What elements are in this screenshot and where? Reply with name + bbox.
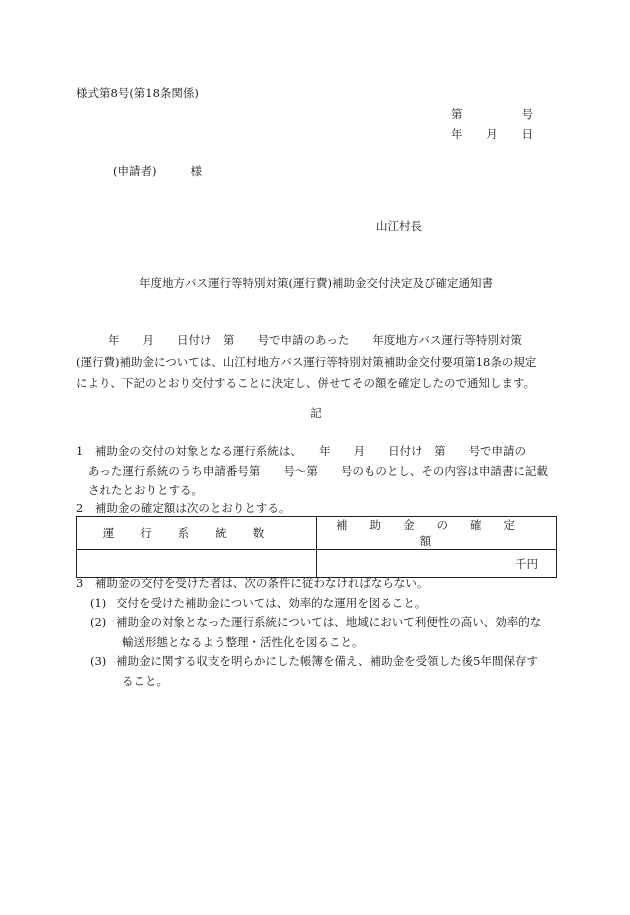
confirmed-amount-header: 補助金の確定額: [317, 517, 557, 550]
confirmed-amount-cell: 千円: [317, 550, 557, 578]
date-year: 年: [451, 127, 463, 141]
applicant-honorific: 様: [190, 164, 202, 178]
number-suffix: 号: [521, 107, 533, 121]
body-paragraph: [76, 330, 556, 395]
body-line-2: (運行費)補助金については、山江村地方バス運行等特別対策補助金交付要項第18条の規定: [76, 354, 537, 369]
condition-text-continued: 輸送形態となるよう整理・活性化を図ること。: [122, 634, 364, 649]
condition-text-continued: ること。: [122, 673, 168, 688]
condition-number: (2): [90, 615, 107, 629]
item-1: [76, 442, 560, 501]
item-1-line-3: されたとおりとする。: [88, 483, 203, 497]
issuer: 山江村長: [376, 219, 422, 233]
condition-number: (1): [90, 595, 107, 610]
form-number: 様式第8号(第18条関係): [76, 86, 199, 100]
table-header-row: [77, 517, 557, 550]
body-line-3: により、下記のとおり交付することに決定し、併せてその額を確定したので通知します。: [76, 376, 536, 390]
document-title: 年度地方バス運行等特別対策(運行費)補助金交付決定及び確定通知書: [139, 276, 493, 290]
item-1-line-1: 1 補助金の交付の対象となる運行系統は、 年 月 日付け 第 号で申請の: [76, 444, 527, 458]
document-number: [451, 107, 533, 121]
route-count-header: 運行系統数: [77, 517, 317, 550]
item-1-line-2: あった運行系統のうち申請番号第 号～第 号のものとし、その内容は申請書に記載: [88, 463, 548, 478]
condition-3: [76, 652, 560, 691]
condition-number: (3): [90, 654, 107, 668]
date-month: 月: [486, 127, 498, 141]
applicant-label: (申請者): [113, 164, 157, 178]
document-date: [451, 127, 533, 141]
ki-heading: 記: [310, 406, 322, 420]
item-3-heading: 3 補助金の交付を受けた者は、次の条件に従わなければならない。: [76, 576, 429, 590]
condition-1: [76, 594, 560, 614]
condition-text: 交付を受けた補助金については、効率的な運用を図ること。: [116, 595, 427, 610]
item-3: [76, 574, 560, 691]
condition-text: 補助金の対象となった運行系統については、地域において利便性の高い、効率的な: [116, 615, 542, 629]
number-prefix: 第: [451, 107, 463, 121]
applicant-line: [113, 164, 202, 178]
condition-text: 補助金に関する収支を明らかにした帳簿を備え、補助金を受領した後5年間保存す: [116, 654, 539, 668]
condition-2: [76, 613, 560, 652]
date-day: 日: [521, 127, 533, 141]
amount-table: [76, 516, 557, 578]
body-line-1: 年 月 日付け 第 号で申請のあった 年度地方バス運行等特別対策: [108, 333, 522, 347]
item-2: 2 補助金の確定額は次のとおりとする。: [76, 501, 291, 515]
